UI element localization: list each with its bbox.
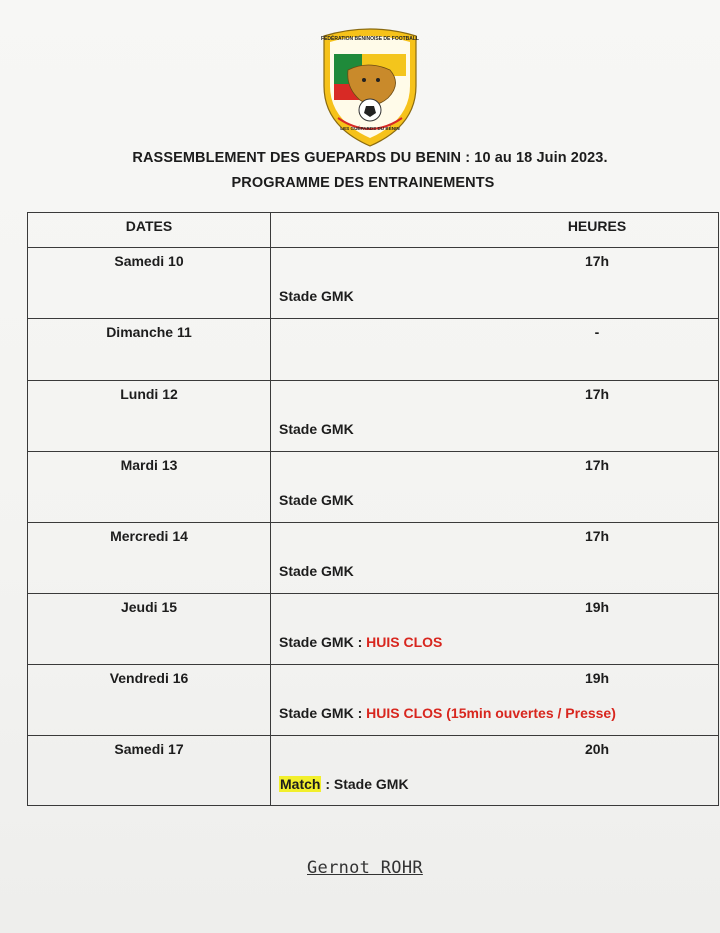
training-schedule-table [27,212,719,806]
row-info: 17h Stade GMK [271,523,719,594]
table-row [28,381,719,452]
coach-signature: Gernot ROHR [307,858,423,878]
table-row [28,319,719,381]
row-day: Samedi 17 [28,736,271,806]
closed-doors-note: HUIS CLOS (15min ouvertes / Presse) [366,705,616,721]
header-hours: HEURES [271,213,719,248]
table-row [28,452,719,523]
row-day: Samedi 10 [28,248,271,319]
title-line-2: PROGRAMME DES ENTRAINEMENTS [231,175,495,191]
row-info: - [271,319,719,381]
table-row [28,248,719,319]
row-info: 20h Match : Stade GMK [271,736,719,806]
table-header-row [28,213,719,248]
row-day: Vendredi 16 [28,665,271,736]
row-day: Dimanche 11 [28,319,271,381]
row-day: Mercredi 14 [28,523,271,594]
row-info: 17h Stade GMK [271,248,719,319]
crest-top-text: FÉDÉRATION BÉNINOISE DE FOOTBALL [321,36,419,42]
row-info: 19h Stade GMK : HUIS CLOS [271,594,719,665]
row-day: Mardi 13 [28,452,271,523]
row-info: 17h Stade GMK [271,381,719,452]
row-info: 17h Stade GMK [271,452,719,523]
federation-crest-icon [318,26,422,148]
title-line-1: RASSEMBLEMENT DES GUEPARDS DU BENIN : 10 au 18 Juin 2023. [132,150,608,166]
row-day: Lundi 12 [28,381,271,452]
crest-bottom-text: LES GUÉPARDS DU BÉNIN [340,126,400,131]
match-highlight: Match [280,776,321,792]
row-day: Jeudi 15 [28,594,271,665]
table-row [28,594,719,665]
table-row [28,665,719,736]
row-info: 19h Stade GMK : HUIS CLOS (15min ouvertes / Presse) [271,665,719,736]
closed-doors-note: HUIS CLOS [366,634,443,650]
table-row [28,736,719,806]
header-dates: DATES [28,213,271,248]
table-row [28,523,719,594]
